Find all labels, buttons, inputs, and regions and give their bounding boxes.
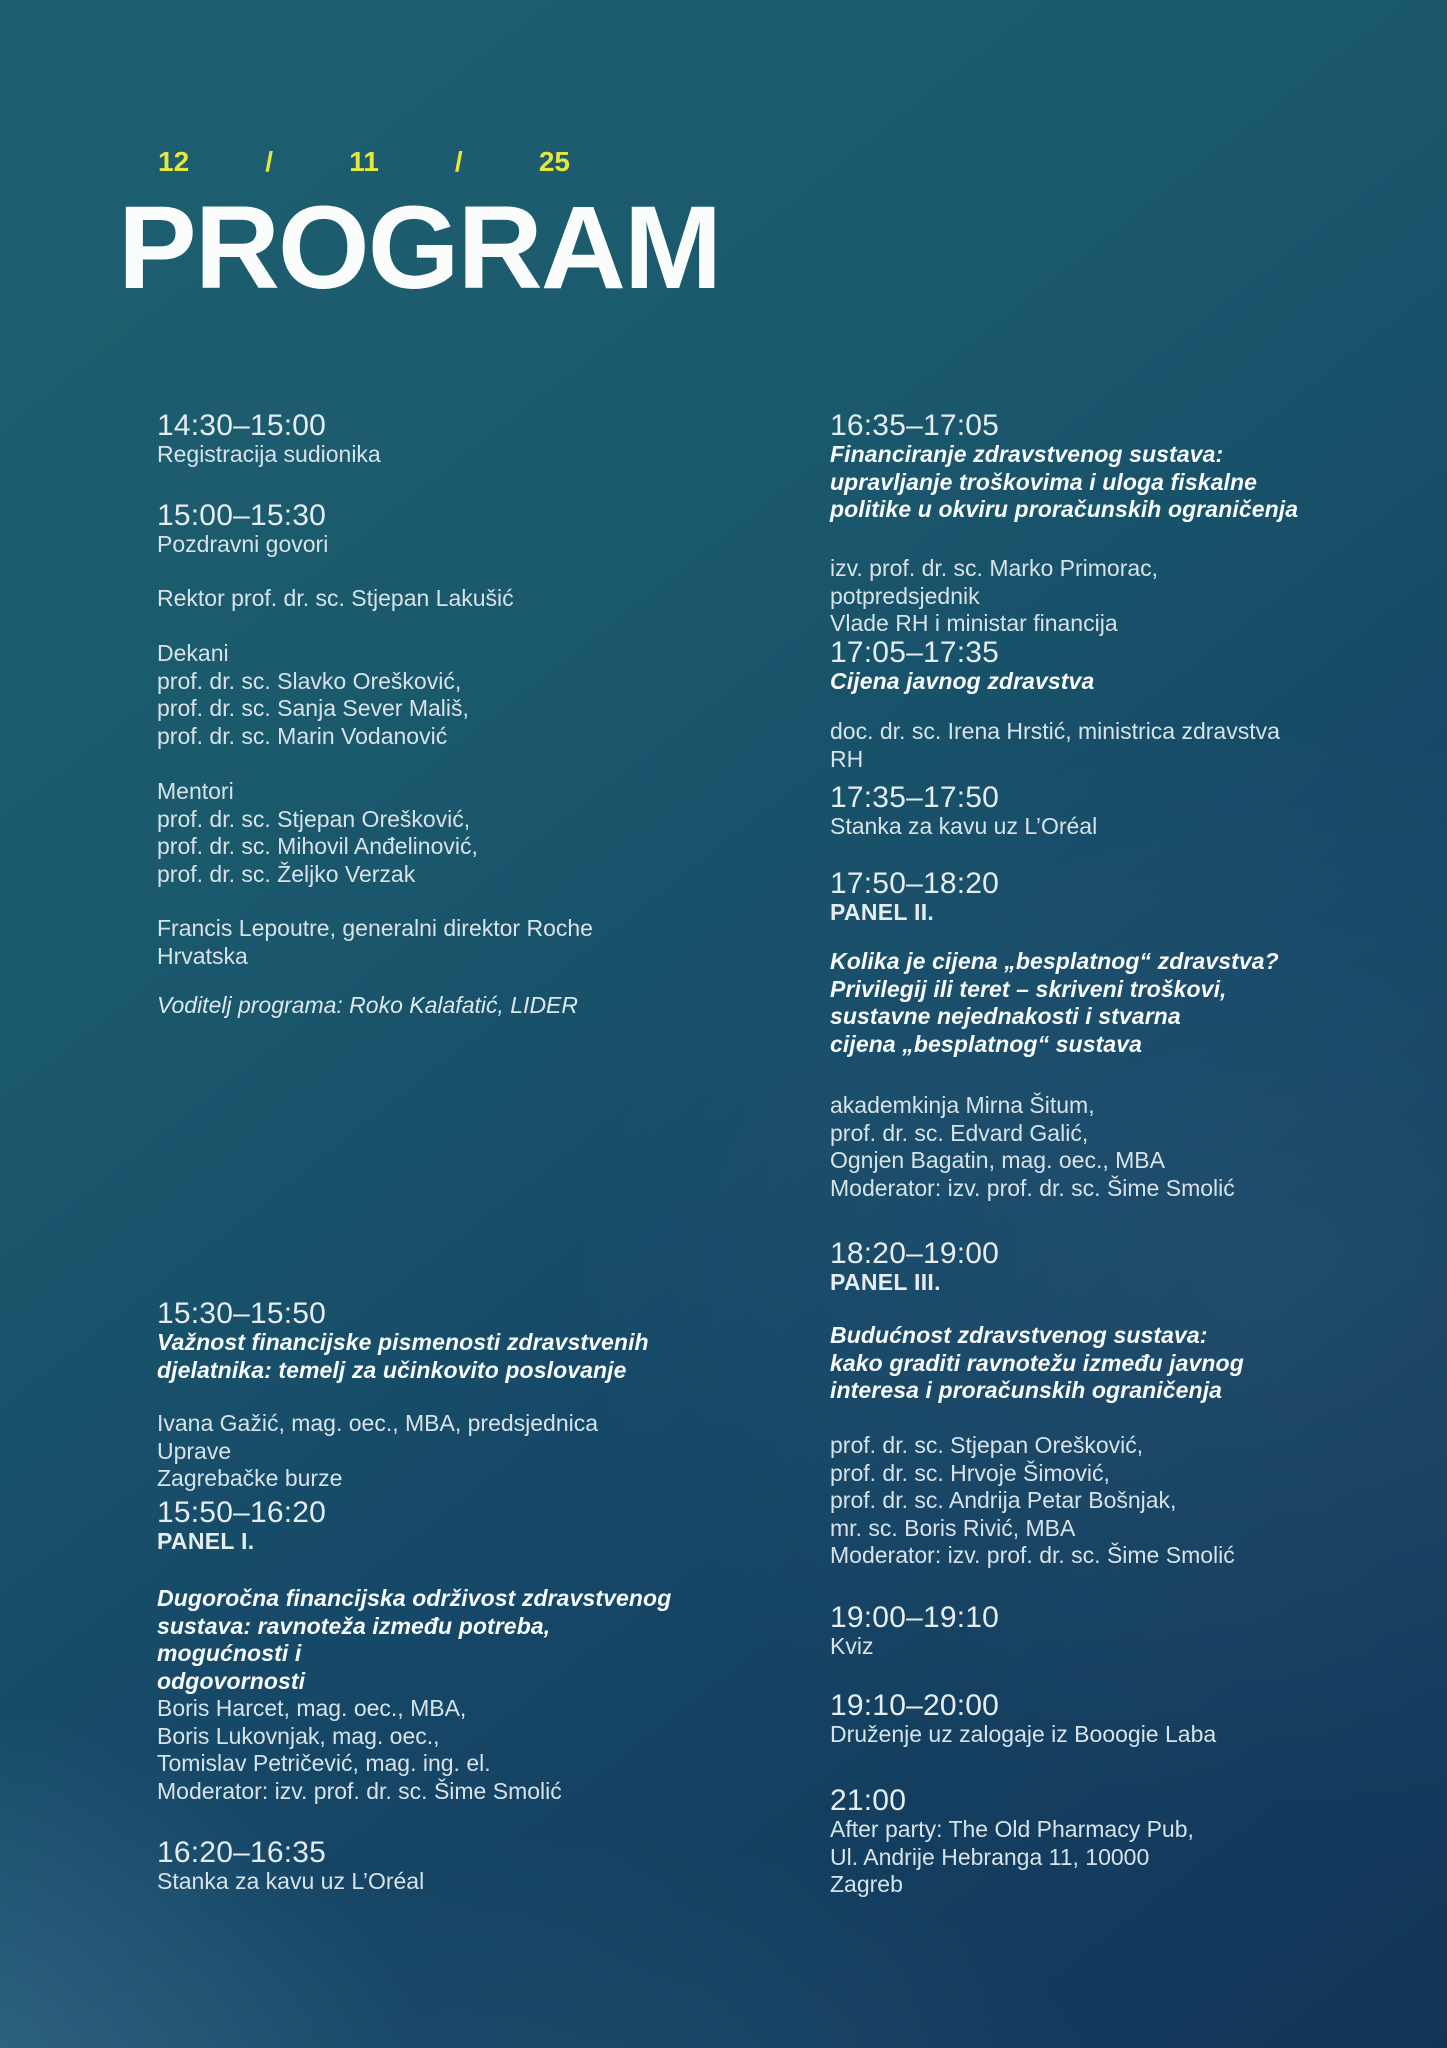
session-label: After party: The Old Pharmacy Pub, Ul. Andrije Hebranga 11, 10000 Zagreb (830, 1816, 1194, 1897)
session-title: Kolika je cijena „besplatnog“ zdravstva? Privilegij ili teret – skriveni troškovi, sustavne nejednakosti i stvarna cijena „besplatnog“ sustava (830, 948, 1279, 1057)
speakers-block (157, 915, 677, 970)
speakers-block (830, 718, 1310, 773)
host-note (157, 992, 677, 1020)
speaker-names: Ivana Gažić, mag. oec., MBA, predsjednica Uprave Zagrebačke burze (157, 1410, 599, 1491)
session-title: Važnost financijske pismenosti zdravstvenih djelatnika: temelj za učinkovito poslovanje (157, 1329, 649, 1383)
time-range: 19:10–20:00 (830, 1689, 1000, 1722)
time-range: 18:20–19:00 (830, 1237, 1000, 1270)
time-range: 15:30–15:50 (157, 1297, 327, 1330)
time-range: 17:05–17:35 (830, 636, 1000, 669)
date-separator: / (454, 146, 463, 177)
date-separator: / (265, 146, 274, 177)
schedule-entry (157, 410, 677, 469)
speakers-block (157, 640, 677, 750)
schedule-entry (830, 1238, 1310, 1297)
time-range: 17:50–18:20 (830, 867, 1000, 900)
speaker-names: akademkinja Mirna Šitum, prof. dr. sc. Edvard Galić, Ognjen Bagatin, mag. oec., MBA Moderator: izv. prof. dr. sc. Šime Smolić (830, 1092, 1235, 1201)
session-title: Budućnost zdravstvenog sustava: kako graditi ravnotežu između javnog interesa i proračunskih ograničenja (830, 1322, 1244, 1403)
speaker-names: Dekani prof. dr. sc. Slavko Orešković, prof. dr. sc. Sanja Sever Mališ, prof. dr. sc. Marin Vodanović (157, 640, 469, 749)
time-range: 19:00–19:10 (830, 1601, 1000, 1634)
date-year: 25 (538, 146, 570, 177)
speaker-names: Francis Lepoutre, generalni direktor Roche Hrvatska (157, 915, 593, 969)
time-range: 21:00 (830, 1784, 907, 1817)
session-label: Stanka za kavu uz L’Oréal (830, 813, 1098, 839)
panel-label: PANEL II. (830, 899, 935, 925)
date-day: 12 (158, 146, 190, 177)
session-title-block (830, 948, 1310, 1058)
session-title: Cijena javnog zdravstva (830, 668, 1095, 694)
schedule-entry (830, 1785, 1310, 1899)
time-range: 16:20–16:35 (157, 1836, 327, 1869)
schedule-entry (830, 1690, 1310, 1749)
session-title-block (157, 1585, 677, 1695)
session-title: Dugoročna financijska održivost zdravstvenog sustava: ravnoteža između potreba, mogućnosti i odgovornosti (157, 1585, 672, 1694)
schedule-entry (830, 637, 1310, 696)
speakers-block (830, 555, 1310, 638)
page-title: PROGRAM (118, 182, 721, 314)
speakers-block (830, 1432, 1310, 1570)
speakers-block (157, 585, 677, 613)
schedule-entry (830, 868, 1310, 927)
time-range: 15:50–16:20 (157, 1496, 327, 1529)
date-month: 11 (349, 146, 379, 177)
speaker-names: Mentori prof. dr. sc. Stjepan Orešković, prof. dr. sc. Mihovil Anđelinović, prof. dr. sc. Željko Verzak (157, 778, 478, 887)
session-label: Stanka za kavu uz L’Oréal (157, 1868, 425, 1894)
schedule-entry (157, 500, 677, 559)
schedule-entry (157, 1497, 677, 1556)
speakers-block (830, 1092, 1310, 1202)
host-names: Voditelj programa: Roko Kalafatić, LIDER (157, 992, 579, 1018)
speaker-names: Boris Harcet, mag. oec., MBA, Boris Lukovnjak, mag. oec., Tomislav Petričević, mag. ing. el. Moderator: izv. prof. dr. sc. Šime Smolić (157, 1695, 562, 1804)
panel-label: PANEL III. (830, 1269, 941, 1295)
time-range: 15:00–15:30 (157, 499, 327, 532)
schedule-entry (830, 782, 1310, 841)
schedule-entry (830, 410, 1310, 524)
schedule-entry (157, 1837, 677, 1896)
session-label: Registracija sudionika (157, 441, 381, 467)
schedule-entry (830, 1602, 1310, 1661)
speakers-block (157, 778, 677, 888)
speakers-block (157, 1695, 677, 1805)
speakers-block (157, 1410, 677, 1493)
time-range: 14:30–15:00 (157, 409, 327, 442)
speaker-names: doc. dr. sc. Irena Hrstić, ministrica zdravstva RH (830, 718, 1280, 772)
session-label: Druženje uz zalogaje iz Booogie Laba (830, 1721, 1217, 1747)
session-title: Financiranje zdravstvenog sustava: upravljanje troškovima i uloga fiskalne politike u okviru proračunskih ograničenja (830, 441, 1299, 522)
session-title-block (830, 1322, 1310, 1405)
speaker-names: Rektor prof. dr. sc. Stjepan Lakušić (157, 585, 514, 611)
session-label: Kviz (830, 1633, 874, 1659)
speaker-names: izv. prof. dr. sc. Marko Primorac, potpredsjednik Vlade RH i ministar financija (830, 555, 1159, 636)
panel-label: PANEL I. (157, 1528, 255, 1554)
event-date (158, 147, 570, 177)
time-range: 17:35–17:50 (830, 781, 1000, 814)
speaker-names: prof. dr. sc. Stjepan Orešković, prof. dr. sc. Hrvoje Šimović, prof. dr. sc. Andrija Petar Bošnjak, mr. sc. Boris Rivić, MBA Moderator: izv. prof. dr. sc. Šime Smolić (830, 1432, 1235, 1568)
session-label: Pozdravni govori (157, 531, 329, 557)
time-range: 16:35–17:05 (830, 409, 1000, 442)
schedule-entry (157, 1298, 677, 1384)
